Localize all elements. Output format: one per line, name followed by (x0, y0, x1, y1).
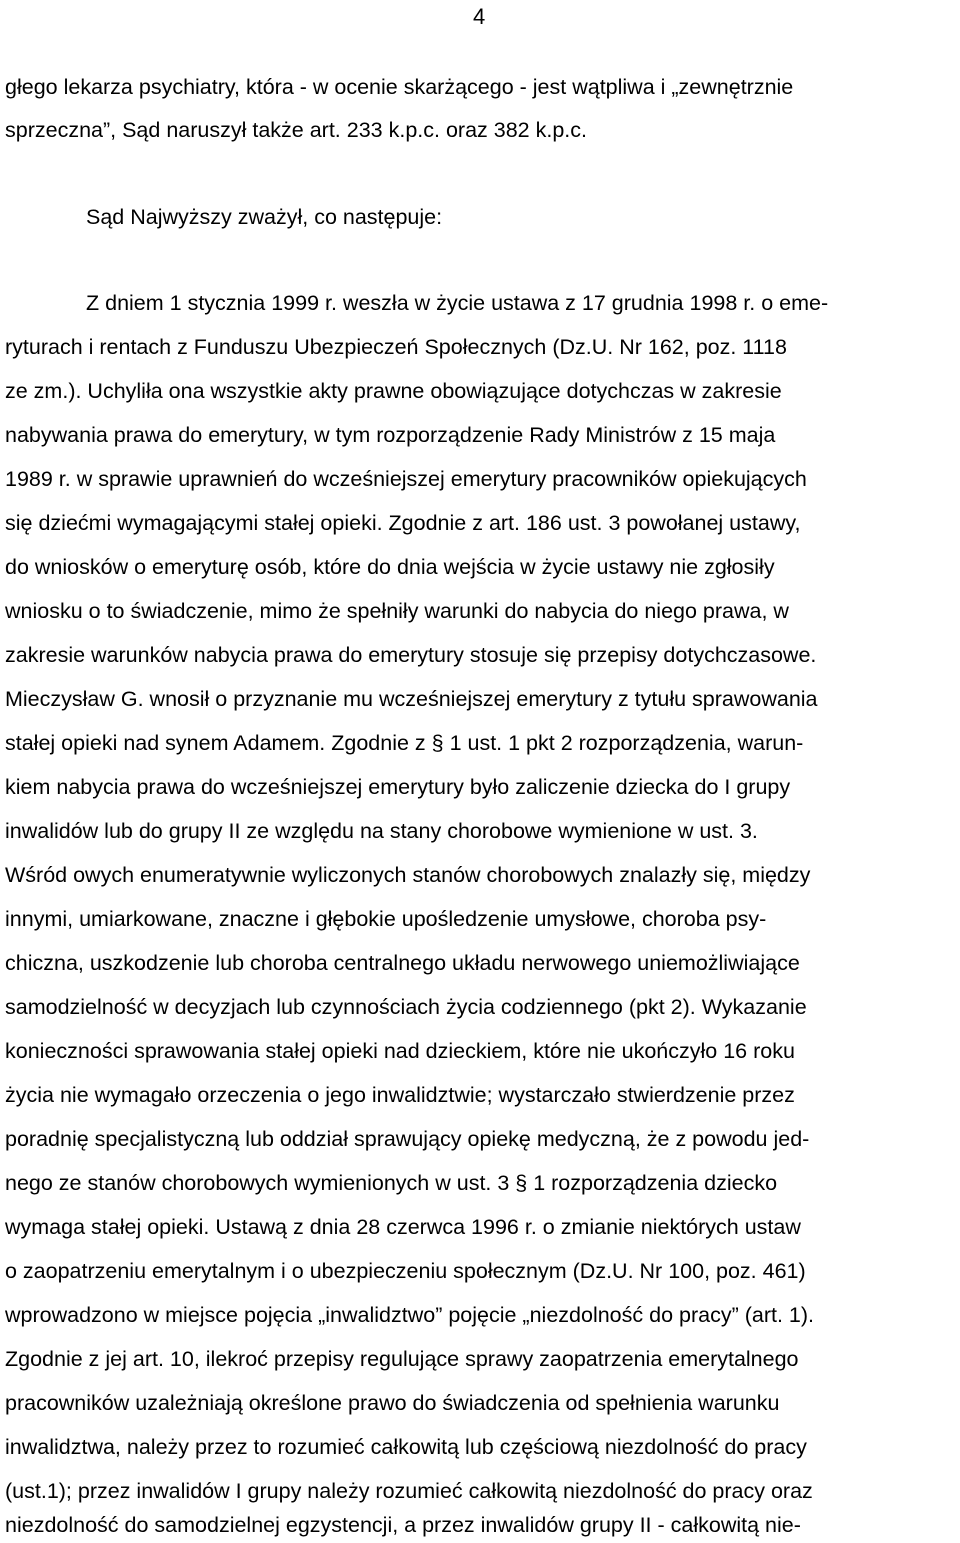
text-line: zakresie warunków nabycia prawa do emerytury stosuje się przepisy dotychczasowe. (5, 643, 817, 667)
text-line: sprzeczna”, Sąd naruszył także art. 233 k.p.c. oraz 382 k.p.c. (5, 118, 587, 142)
text-line: wprowadzono w miejsce pojęcia „inwalidztwo” pojęcie „niezdolność do pracy” (art. 1). (5, 1303, 814, 1327)
text-line: stałej opieki nad synem Adamem. Zgodnie z § 1 ust. 1 pkt 2 rozporządzenia, warun- (5, 731, 804, 755)
text-line: o zaopatrzeniu emerytalnym i o ubezpieczeniu społecznym (Dz.U. Nr 100, poz. 461) (5, 1259, 806, 1283)
text-line: (ust.1); przez inwalidów I grupy należy rozumieć całkowitą niezdolność do pracy oraz (5, 1479, 813, 1503)
text-line: chiczna, uszkodzenie lub choroba centralnego układu nerwowego uniemożliwiające (5, 951, 800, 975)
text-line: niezdolność do samodzielnej egzystencji, a przez inwalidów grupy II - całkowitą nie- (5, 1513, 801, 1537)
text-line: wymaga stałej opieki. Ustawą z dnia 28 czerwca 1996 r. o zmianie niektórych ustaw (5, 1215, 801, 1239)
text-line: życia nie wymagało orzeczenia o jego inwalidztwie; wystarczało stwierdzenie przez (5, 1083, 795, 1107)
text-line: się dziećmi wymagającymi stałej opieki. Zgodnie z art. 186 ust. 3 powołanej ustawy, (5, 511, 801, 535)
text-line: ze zm.). Uchyliła ona wszystkie akty prawne obowiązujące dotychczas w zakresie (5, 379, 782, 403)
text-line: głego lekarza psychiatry, która - w ocenie skarżącego - jest wątpliwa i „zewnętrznie (5, 75, 794, 99)
text-line: wniosku o to świadczenie, mimo że spełniły warunki do nabycia do niego prawa, w (5, 599, 789, 623)
text-line: Zgodnie z jej art. 10, ilekroć przepisy regulujące sprawy zaopatrzenia emerytalnego (5, 1347, 799, 1371)
text-line: inwalidztwa, należy przez to rozumieć całkowitą lub częściową niezdolność do pracy (5, 1435, 807, 1459)
page-number: 4 (473, 4, 486, 29)
section-heading: Sąd Najwyższy zważył, co następuje: (86, 205, 443, 229)
text-line: ryturach i rentach z Funduszu Ubezpieczeń Społecznych (Dz.U. Nr 162, poz. 1118 (5, 335, 787, 359)
text-line: nego ze stanów chorobowych wymienionych w ust. 3 § 1 rozporządzenia dziecko (5, 1171, 778, 1195)
text-line: konieczności sprawowania stałej opieki nad dzieckiem, które nie ukończyło 16 roku (5, 1039, 795, 1063)
text-line: pracowników uzależniają określone prawo do świadczenia od spełnienia warunku (5, 1391, 780, 1415)
text-line: do wniosków o emeryturę osób, które do dnia wejścia w życie ustawy nie zgłosiły (5, 555, 775, 579)
text-line: Mieczysław G. wnosił o przyznanie mu wcześniejszej emerytury z tytułu sprawowania (5, 687, 818, 711)
text-line: inwalidów lub do grupy II ze względu na stany chorobowe wymienione w ust. 3. (5, 819, 758, 843)
text-line: 1989 r. w sprawie uprawnień do wcześniejszej emerytury pracowników opiekujących (5, 467, 807, 491)
text-line: samodzielność w decyzjach lub czynnościach życia codziennego (pkt 2). Wykazanie (5, 995, 807, 1019)
text-line: Z dniem 1 stycznia 1999 r. weszła w życie ustawa z 17 grudnia 1998 r. o eme- (86, 291, 829, 315)
text-line: innymi, umiarkowane, znaczne i głębokie upośledzenie umysłowe, choroba psy- (5, 907, 767, 931)
text-line: poradnię specjalistyczną lub oddział sprawujący opiekę medyczną, że z powodu jed- (5, 1127, 810, 1151)
text-line: kiem nabycia prawa do wcześniejszej emerytury było zaliczenie dziecka do I grupy (5, 775, 791, 799)
text-line: Wśród owych enumeratywnie wyliczonych stanów chorobowych znalazły się, między (5, 863, 811, 887)
text-line: nabywania prawa do emerytury, w tym rozporządzenie Rady Ministrów z 15 maja (5, 423, 776, 447)
